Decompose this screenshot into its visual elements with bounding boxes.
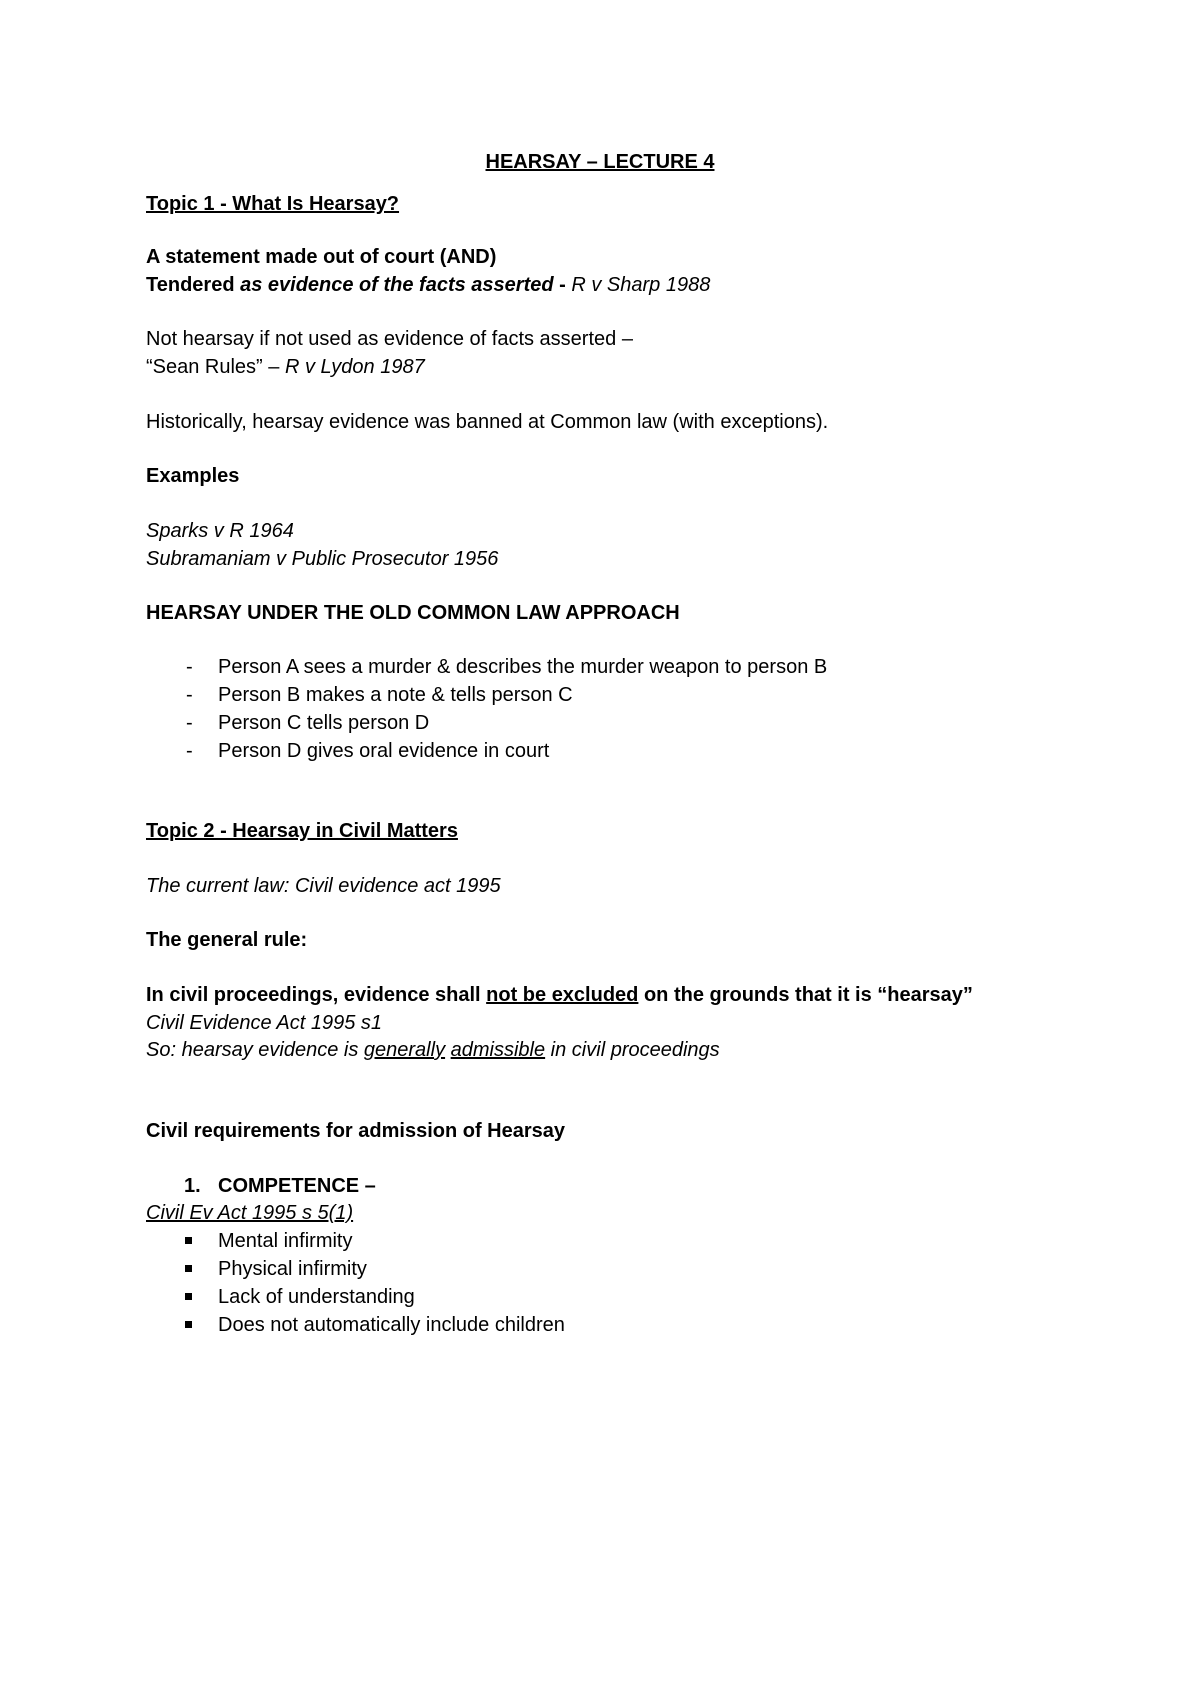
so-part-1: So: hearsay evidence is [146,1039,364,1061]
topic1-heading: Topic 1 - What Is Hearsay? [146,193,400,215]
so-part-2: in civil proceedings [545,1039,720,1061]
list-item: Person A sees a murder & describes the murder weapon to person B [218,656,828,678]
example-case: Subramaniam v Public Prosecutor 1956 [146,548,499,570]
definition-facts-asserted: as evidence of the facts asserted [240,274,554,296]
current-law-line: The current law: Civil evidence act 1995 [146,875,501,897]
example-case: Sparks v R 1964 [146,520,294,542]
definition-tendered: Tendered [146,274,241,296]
so-admissible: admissible [450,1039,546,1061]
square-bullet-icon [185,1265,192,1272]
rule-not-excluded: not be excluded [486,984,639,1006]
old-approach-heading: HEARSAY UNDER THE OLD COMMON LAW APPROACH [146,602,680,624]
list-item: Person D gives oral evidence in court [218,740,550,762]
not-hearsay-line-2 [146,353,425,381]
competence-heading: COMPETENCE – [218,1175,376,1197]
so-generally: generally [363,1039,446,1061]
examples-heading: Examples [146,465,240,487]
topic2-heading: Topic 2 - Hearsay in Civil Matters [146,820,458,842]
rule-part-3: on the grounds that it is “hearsay” [638,984,973,1006]
numbered-marker: 1. [184,1175,201,1197]
list-item: Mental infirmity [218,1230,353,1252]
square-bullet-icon [185,1321,192,1328]
dash-bullet: - [186,712,193,734]
historically-paragraph: Historically, hearsay evidence was banned at Common law (with exceptions). [146,411,829,433]
definition-line-2 [146,271,710,299]
requirements-heading: Civil requirements for admission of Hearsay [146,1120,566,1142]
square-bullet-icon [185,1293,192,1300]
dash-bullet: - [186,656,193,678]
general-rule-heading: The general rule: [146,929,308,951]
document-title: HEARSAY – LECTURE 4 [485,151,715,173]
definition-line-1: A statement made out of court (AND) [146,246,497,268]
list-item: Does not automatically include children [218,1314,565,1336]
dash-bullet: - [186,740,193,762]
sean-rules-text: “Sean Rules” – [146,356,285,378]
definition-separator: - [553,274,572,296]
rule-part-1: In civil proceedings, evidence shall [146,984,487,1006]
competence-source: Civil Ev Act 1995 s 5(1) [146,1202,354,1224]
list-item: Person B makes a note & tells person C [218,684,573,706]
rule-source: Civil Evidence Act 1995 s1 [146,1012,383,1034]
not-hearsay-line-1: Not hearsay if not used as evidence of facts asserted – [146,328,633,350]
general-rule-statement [146,981,973,1009]
square-bullet-icon [185,1237,192,1244]
case-r-v-sharp: R v Sharp 1988 [571,274,711,296]
dash-bullet: - [186,684,193,706]
list-item: Person C tells person D [218,712,430,734]
list-item: Lack of understanding [218,1286,415,1308]
list-item: Physical infirmity [218,1258,367,1280]
so-admissible-line [146,1036,720,1064]
case-r-v-lydon: R v Lydon 1987 [284,356,425,378]
